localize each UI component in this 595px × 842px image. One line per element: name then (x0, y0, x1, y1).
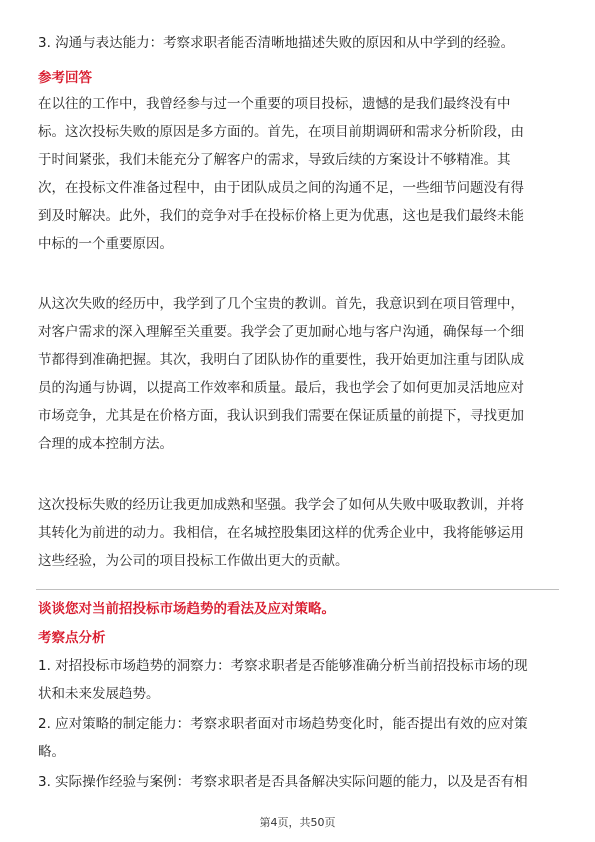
list-item-line: 2. 应对策略的制定能力：考察求职者面对市场趋势变化时，能否提出有效的应对策 (38, 716, 528, 732)
paragraph-line: 在以往的工作中，我曾经参与过一个重要的项目投标，遗憾的是我们最终没有中 (38, 96, 511, 112)
paragraph-line: 于时间紧张，我们未能充分了解客户的需求，导致后续的方案设计不够精准。其 (38, 152, 511, 168)
paragraph-line: 这些经验，为公司的项目投标工作做出更大的贡献。 (38, 553, 349, 569)
section-divider (36, 589, 559, 590)
list-item-line: 3. 实际操作经验与案例：考察求职者是否具备解决实际问题的能力，以及是否有相 (38, 774, 528, 790)
criterion-item-3: 3. 沟通与表达能力：考察求职者能否清晰地描述失败的原因和从中学到的经验。 (38, 35, 515, 51)
list-item-line: 略。 (38, 744, 65, 760)
paragraph-line: 这次投标失败的经历让我更加成熟和坚强。我学会了如何从失败中吸取教训，并将 (38, 497, 524, 513)
paragraph-line: 合理的成本控制方法。 (38, 436, 173, 452)
paragraph-line: 其转化为前进的动力。我相信，在名城控股集团这样的优秀企业中，我将能够运用 (38, 525, 524, 541)
interview-question: 谈谈您对当前招投标市场趋势的看法及应对策略。 (38, 601, 335, 617)
list-item-line: 1. 对招投标市场趋势的洞察力：考察求职者是否能够准确分析当前招投标市场的现 (38, 658, 528, 674)
paragraph-line: 对客户需求的深入理解至关重要。我学会了更加耐心地与客户沟通，确保每一个细 (38, 324, 524, 340)
page-number: 第4页，共50页 (259, 816, 336, 829)
paragraph-line: 节都得到准确把握。其次，我明白了团队协作的重要性，我开始更加注重与团队成 (38, 352, 524, 368)
analysis-heading: 考察点分析 (38, 630, 106, 646)
paragraph-line: 中标的一个重要原因。 (38, 236, 173, 252)
paragraph-line: 次，在投标文件准备过程中，由于团队成员之间的沟通不足，一些细节问题没有得 (38, 180, 524, 196)
paragraph-line: 到及时解决。此外，我们的竞争对手在投标价格上更为优惠，这也是我们最终未能 (38, 208, 524, 224)
paragraph-line: 标。这次投标失败的原因是多方面的。首先，在项目前期调研和需求分析阶段，由 (38, 124, 524, 140)
answer-heading: 参考回答 (38, 70, 92, 86)
paragraph-line: 从这次失败的经历中，我学到了几个宝贵的教训。首先，我意识到在项目管理中， (38, 296, 524, 312)
paragraph-line: 员的沟通与协调，以提高工作效率和质量。最后，我也学会了如何更加灵活地应对 (38, 380, 524, 396)
paragraph-line: 市场竞争，尤其是在价格方面，我认识到我们需要在保证质量的前提下，寻找更加 (38, 408, 524, 424)
list-item-line: 状和未来发展趋势。 (38, 686, 160, 702)
